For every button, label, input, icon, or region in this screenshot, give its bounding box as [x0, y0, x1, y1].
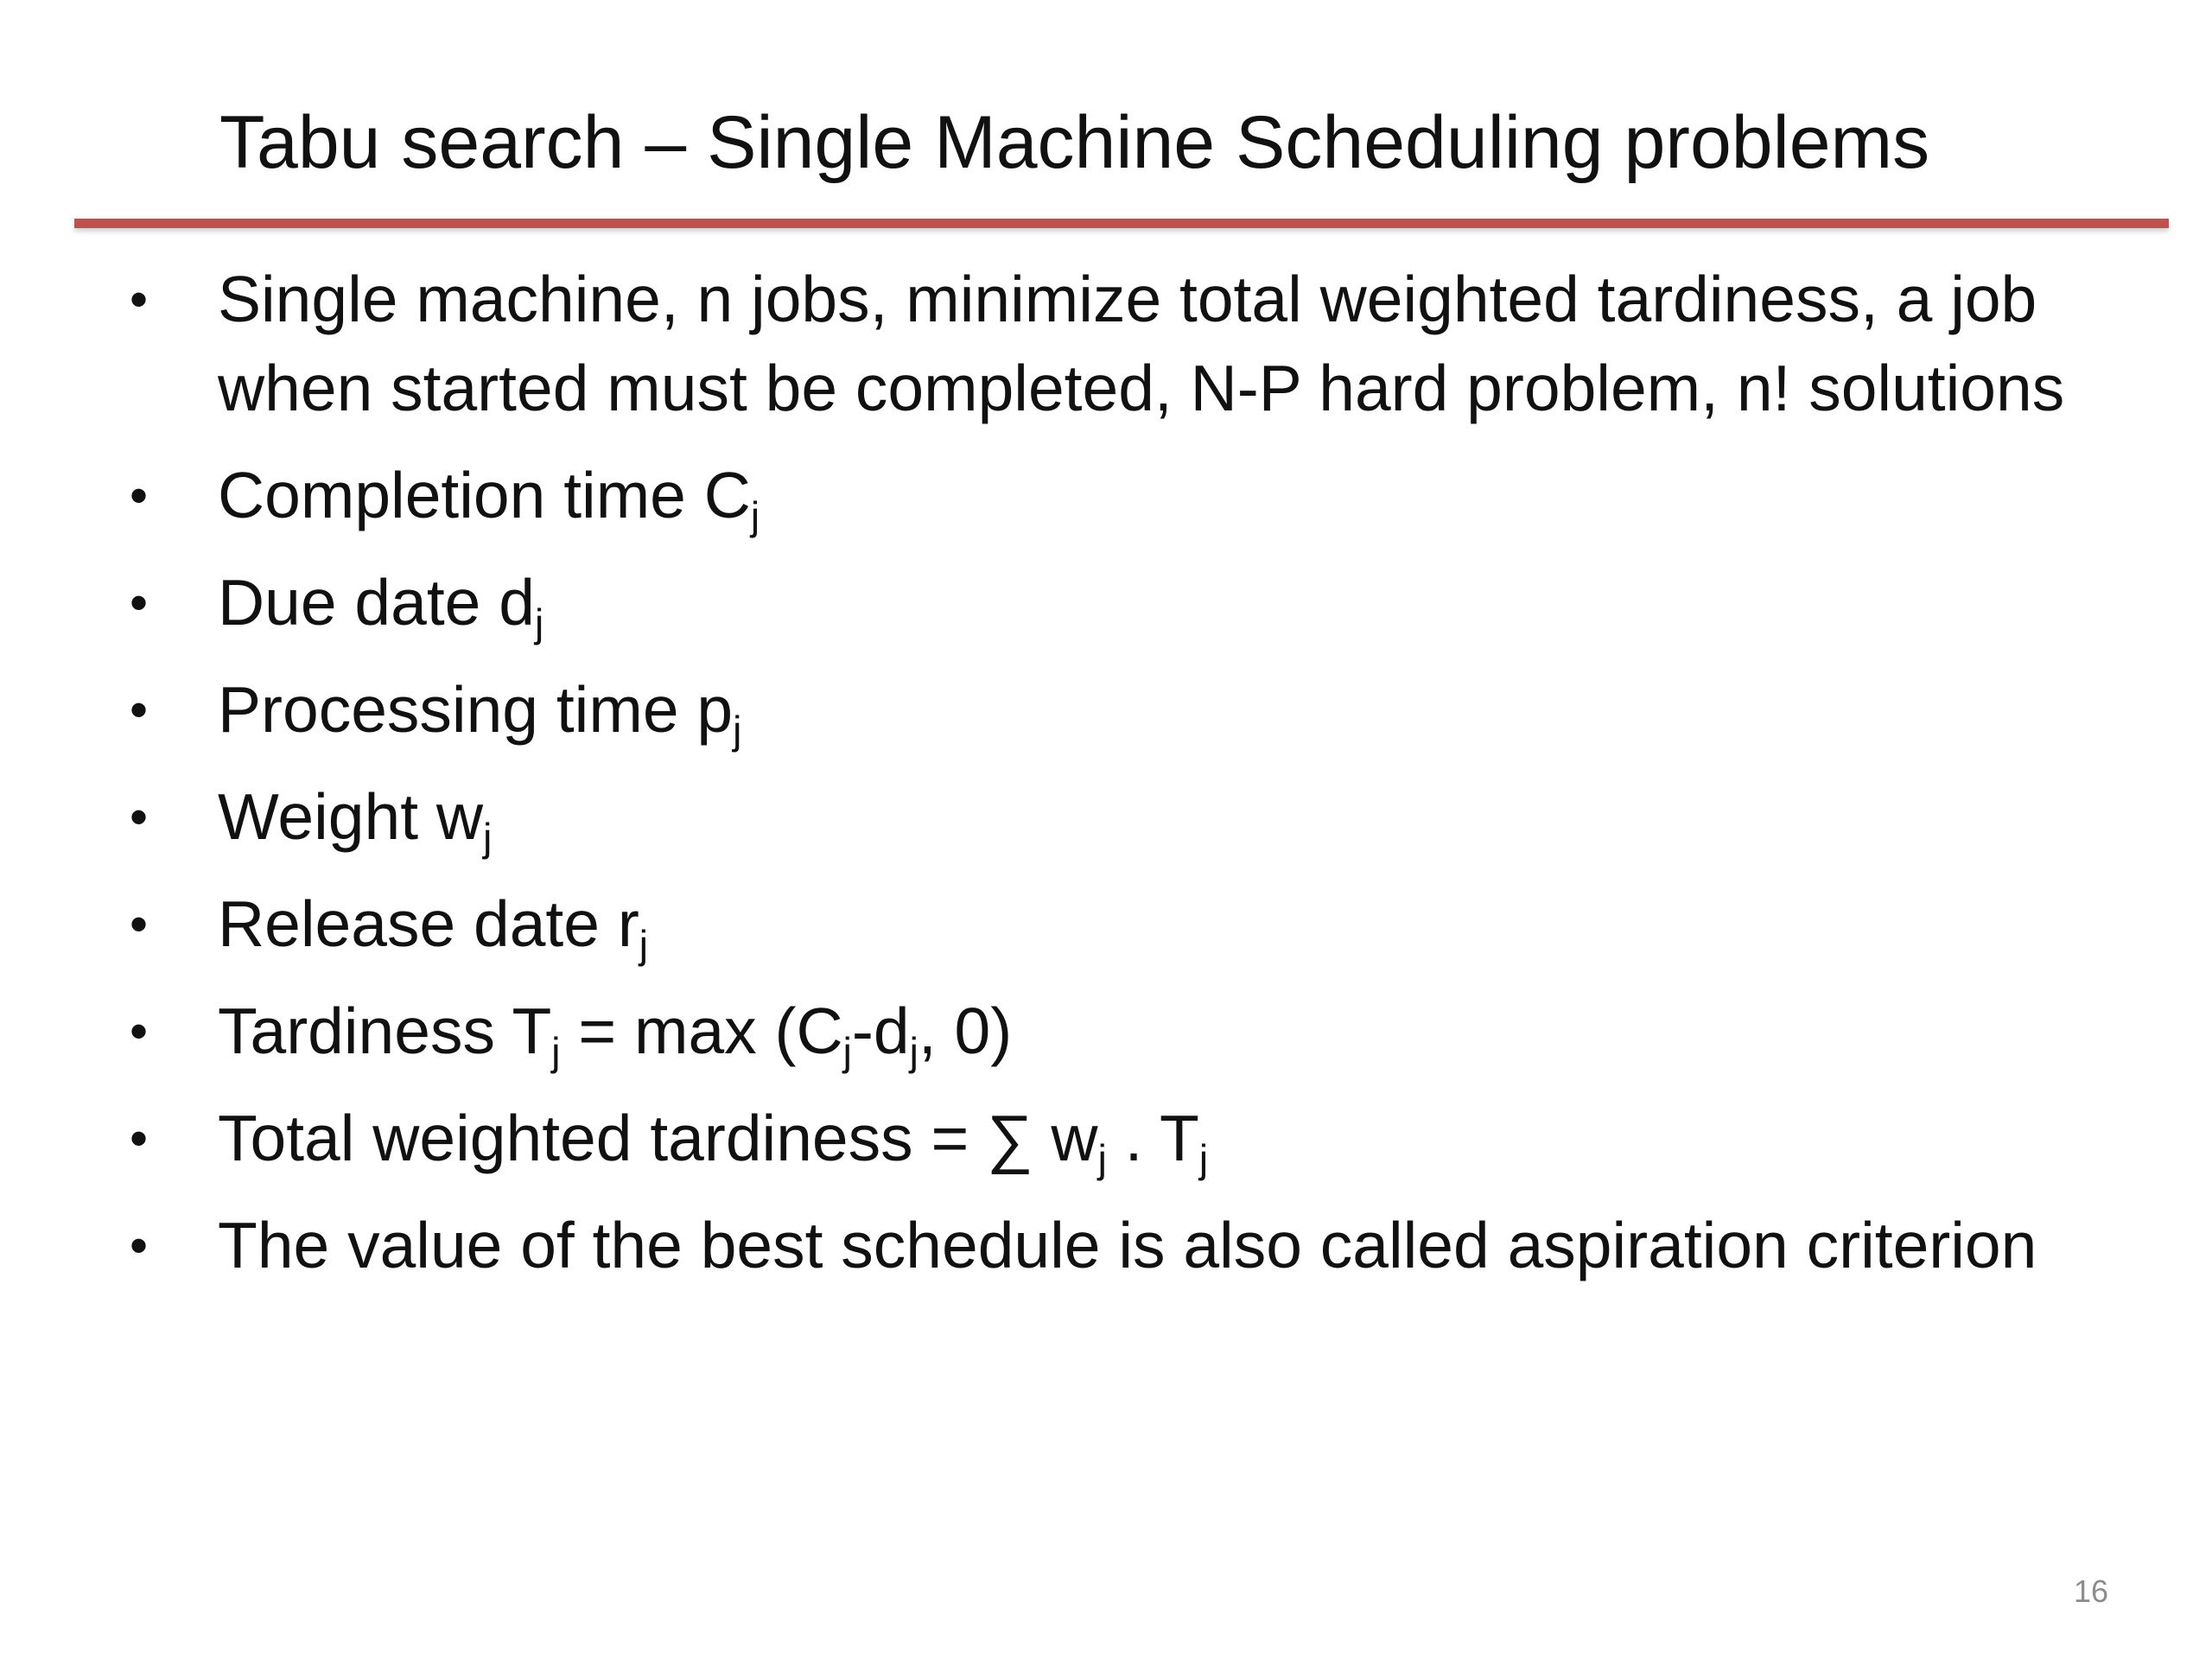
bullet-text — [218, 566, 544, 645]
subscript-j: j — [483, 815, 493, 860]
subscript-j: j — [1097, 1136, 1107, 1181]
subscript-j: j — [1198, 1136, 1209, 1181]
bullet-item-total-weighted-tardiness — [130, 1094, 2065, 1183]
bullet-text-part: -d — [851, 995, 910, 1067]
subscript-j: j — [733, 708, 742, 753]
bullet-text-part: . T — [1106, 1102, 1199, 1174]
bullet-item-due-date — [130, 558, 2065, 647]
bullet-text-part: Weight w — [218, 780, 484, 853]
bullet-text-part: Release date r — [218, 887, 639, 960]
bullet-text — [218, 1102, 1209, 1181]
bullet-text-part: Total weighted tardiness = ∑ w — [218, 1102, 1098, 1174]
bullet-marker: • — [130, 467, 149, 524]
bullet-marker: • — [130, 788, 149, 846]
bullet-marker: • — [130, 681, 149, 739]
bullet-text — [218, 995, 1013, 1074]
bullet-text-part: Due date d — [218, 566, 535, 639]
bullet-item-processing-time — [130, 665, 2065, 754]
bullet-item-weight — [130, 772, 2065, 861]
bullet-text — [218, 673, 742, 753]
bullet-marker: • — [130, 1217, 149, 1274]
bullet-text-part: Processing time p — [218, 673, 734, 746]
bullet-item-aspiration-criterion — [130, 1201, 2065, 1290]
subscript-j: j — [534, 601, 544, 645]
bullet-text-part: = max (C — [560, 995, 843, 1067]
bullet-text — [218, 459, 760, 538]
bullet-marker: • — [130, 270, 149, 328]
bullet-text-part: , 0) — [918, 995, 1013, 1067]
slide-title: Tabu search – Single Machine Scheduling problems — [219, 101, 1930, 184]
bullet-item-tardiness — [130, 987, 2065, 1076]
bullet-marker: • — [130, 895, 149, 953]
bullet-list — [130, 255, 2065, 1308]
bullet-text-part: Completion time C — [218, 459, 751, 531]
bullet-marker: • — [130, 1002, 149, 1060]
bullet-item-release-date — [130, 880, 2065, 969]
bullet-item-problem-definition — [130, 255, 2065, 433]
subscript-j: j — [551, 1029, 561, 1074]
subscript-j: j — [639, 922, 649, 967]
subscript-j: j — [842, 1029, 852, 1074]
bullet-marker: • — [130, 1109, 149, 1167]
bullet-text: Single machine, n jobs, minimize total weighted tardiness, a job when started must be completed, N-P hard problem, n! solutions — [218, 263, 2065, 424]
bullet-text — [218, 780, 493, 860]
subscript-j: j — [750, 493, 760, 538]
subscript-j: j — [909, 1029, 918, 1074]
bullet-text: The value of the best schedule is also called aspiration criterion — [218, 1209, 2037, 1281]
bullet-text — [218, 887, 649, 967]
bullet-text-part: Tardiness T — [218, 995, 552, 1067]
bullet-marker: • — [130, 574, 149, 632]
bullet-item-completion-time — [130, 451, 2065, 540]
page-number: 16 — [2073, 1573, 2108, 1609]
title-divider — [74, 219, 2169, 228]
